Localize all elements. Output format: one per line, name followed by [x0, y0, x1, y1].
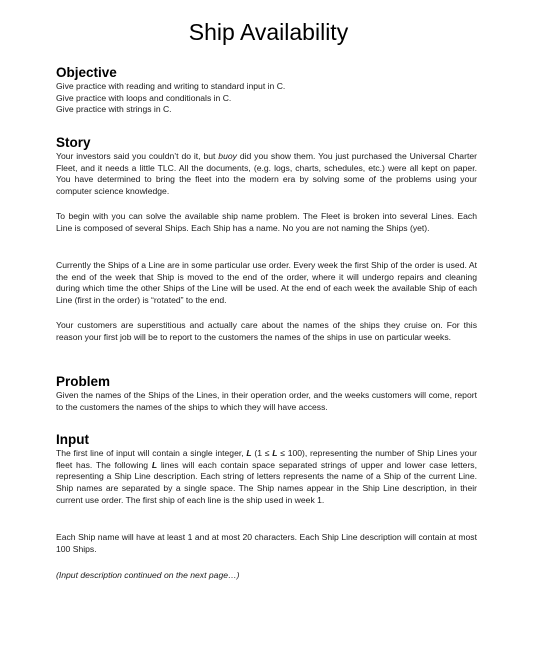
objective-line: Give practice with loops and conditionals in C. — [56, 92, 232, 103]
variable-l: L — [272, 448, 278, 458]
continued-note: (Input description continued on the next page…) — [56, 570, 240, 580]
story-p1-emphasis: buoy — [218, 151, 237, 161]
story-p1-text-b: did you show them. You just purchased the Universal Charter Fleet, and it needs a little TLC. All the documents, (e.g. logs, charts, schedules, etc.) were all kept on paper. You have determined to bring the fleet into the modern era by solving some of the problems using your computer science knowledge. — [56, 151, 477, 197]
input-p1-text-b: (1 ≤ — [251, 448, 273, 458]
story-paragraph-4: Your customers are superstitious and actually care about the names of the ships they cruise on. For this reason your first job will be to report to the customers the names of the ships in use on particular weeks. — [56, 320, 477, 342]
input-paragraph-1 — [56, 448, 477, 507]
variable-l: L — [246, 448, 252, 458]
story-heading: Story — [56, 135, 91, 150]
story-p1-text-a: Your investors said you couldn’t do it, but — [56, 151, 219, 161]
story-paragraph-2: To begin with you can solve the available ship name problem. The Fleet is broken into several Lines. Each Line is composed of several Ships. Each Ship has a name. No you are not naming the Ships (yet). — [56, 211, 477, 233]
variable-l: L — [151, 459, 158, 470]
objective-line: Give practice with reading and writing to standard input in C. — [56, 81, 286, 91]
story-paragraph-1 — [56, 151, 477, 198]
page-title: Ship Availability — [188, 19, 349, 45]
input-paragraph-2: Each Ship name will have at least 1 and at most 20 characters. Each Ship Line description will contain at most 100 Ships. — [56, 532, 477, 554]
objective-heading: Objective — [56, 65, 117, 80]
input-p1-text-c: ≤ 100), representing the number of Ship Lines your fleet has. The following — [56, 448, 477, 470]
problem-heading: Problem — [56, 374, 111, 389]
story-paragraph-3: Currently the Ships of a Line are in some particular use order. Every week the first Ship of the order is used. At the end of the week that Ship is moved to the end of the order, where it will undergo repairs and cleaning during which time the other Ships of the Line will be used. At the end of each week the available Ship of each Line (first in the order) is “rotated” to the end. — [56, 260, 477, 306]
input-p1-text-a: The first line of input will contain a single integer, — [56, 448, 247, 458]
input-p1-text-d: lines will each contain space separated strings of upper and lower case letters, representing a Ship Line description. Each string of letters represents the name of a Ship of the current Line. Ship names are separated by a single space. The Ship names appear in the Ship Line description, in their current use order. The first ship of each line is the ship used in week 1. — [56, 459, 477, 505]
input-heading: Input — [56, 432, 89, 447]
objective-line: Give practice with strings in C. — [56, 104, 172, 115]
objective-list — [56, 81, 477, 116]
problem-paragraph: Given the names of the Ships of the Lines, in their operation order, and the weeks customers will come, report to the customers the names of the ships to which they will have access. — [56, 390, 477, 412]
